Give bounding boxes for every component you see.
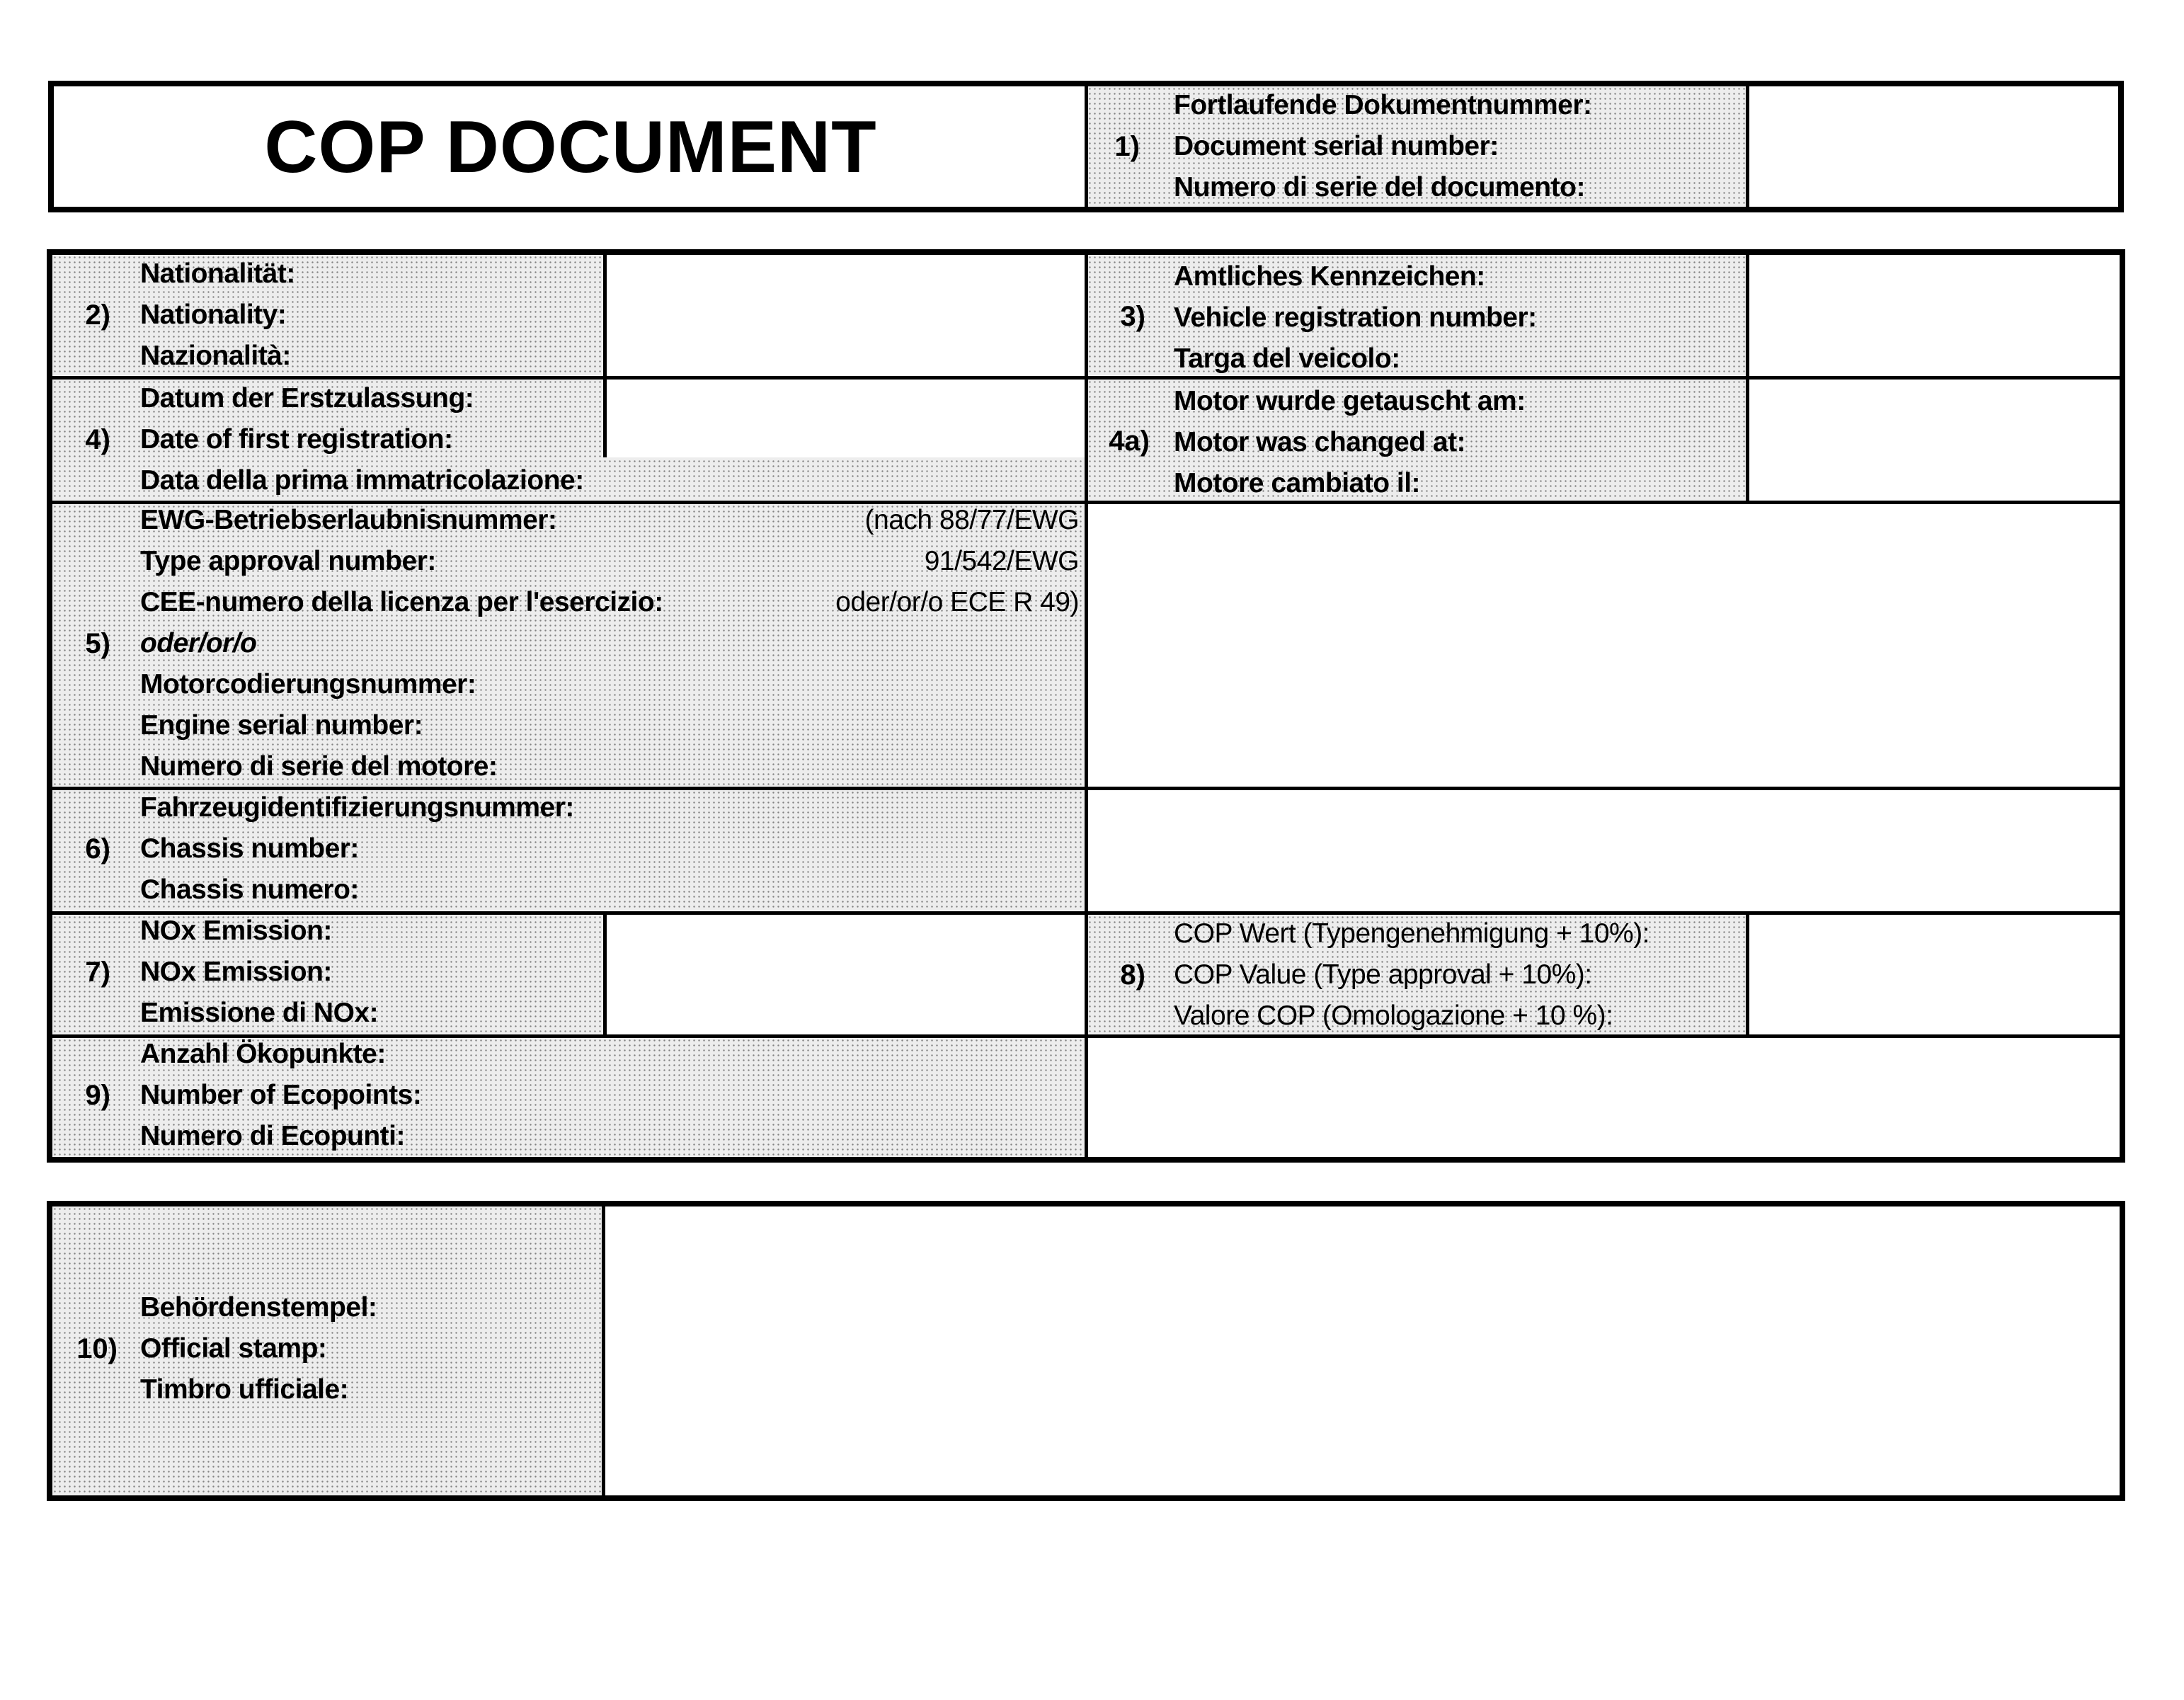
field-8-label-en: COP Value (Type approval + 10%):: [1174, 959, 1592, 990]
field-5-note-1: (nach 88/77/EWG: [864, 505, 1079, 535]
field-3-label-de: Amtliches Kennzeichen:: [1174, 261, 1485, 292]
field-6-labels: [140, 787, 574, 911]
field-9-label-it: Numero di Ecopunti:: [140, 1121, 405, 1151]
field-8-label-de: COP Wert (Typengenehmigung + 10%):: [1174, 918, 1650, 949]
field-7-value[interactable]: [607, 915, 1085, 1034]
field-7-label-de: NOx Emission:: [140, 915, 332, 946]
field-1-labels: [1174, 85, 1592, 208]
field-9-number: 9): [85, 1080, 110, 1111]
field-7-label-en: NOx Emission:: [140, 957, 332, 987]
field-2-label-area: [52, 255, 605, 375]
field-5-label-en: Type approval number:: [140, 546, 436, 576]
field-5-label-de: EWG-Betriebserlaubnisnummer:: [140, 505, 557, 535]
field-4a-label-de: Motor wurde getauscht am:: [1174, 386, 1526, 416]
field-7-number: 7): [85, 957, 110, 988]
field-6-label-de: Fahrzeugidentifizierungsnummer:: [140, 792, 574, 823]
column-divider: [1085, 252, 1088, 1160]
field-3-label-it: Targa del veicolo:: [1174, 343, 1400, 374]
field-9-label-en: Number of Ecopoints:: [140, 1080, 422, 1110]
field-2-labels: [140, 253, 295, 377]
field-10-label-en: Official stamp:: [140, 1333, 327, 1364]
column-divider: [603, 377, 607, 457]
field-8-number: 8): [1120, 959, 1145, 991]
field-3-value[interactable]: [1750, 255, 2120, 375]
official-stamp-area[interactable]: [606, 1206, 2120, 1495]
field-5-labels: [140, 500, 663, 787]
field-5-label-engine-en: Engine serial number:: [140, 710, 423, 741]
field-2-label-en: Nationality:: [140, 300, 287, 330]
column-divider: [603, 912, 607, 1037]
field-2-number: 2): [85, 300, 110, 331]
column-divider: [602, 1204, 605, 1498]
field-7-labels: [140, 911, 378, 1034]
field-4-label-de: Datum der Erstzulassung:: [140, 383, 474, 413]
field-7-label-it: Emissione di NOx:: [140, 998, 379, 1028]
field-4-number: 4): [85, 424, 110, 455]
field-3-label-en: Vehicle registration number:: [1174, 302, 1537, 333]
field-5-note-2: 91/542/EWG: [924, 546, 1079, 576]
field-4-label-en: Date of first registration:: [140, 424, 453, 455]
field-10-number: 10): [76, 1333, 118, 1364]
field-6-value[interactable]: [1089, 790, 2120, 911]
field-3-number: 3): [1120, 301, 1145, 332]
field-4-value[interactable]: [607, 380, 1085, 457]
field-4a-labels: [1174, 381, 1526, 504]
field-4a-label-it: Motore cambiato il:: [1174, 468, 1421, 498]
field-6-label-en: Chassis number:: [140, 833, 359, 864]
field-1-label-de: Fortlaufende Dokumentnummer:: [1174, 90, 1592, 120]
field-5-number: 5): [85, 628, 110, 659]
field-2-label-de: Nationalität:: [140, 258, 295, 289]
field-1-value[interactable]: [1749, 86, 2118, 207]
field-8-labels: [1174, 913, 1650, 1037]
field-1-number: 1): [1114, 131, 1140, 162]
field-8-value[interactable]: [1750, 915, 2120, 1034]
field-10-label-it: Timbro ufficiale:: [140, 1374, 349, 1405]
field-2-value[interactable]: [607, 255, 1085, 375]
field-9-label-de: Anzahl Ökopunkte:: [140, 1039, 386, 1069]
field-4a-number: 4a): [1109, 426, 1150, 457]
field-1-label-it: Numero di serie del documento:: [1174, 172, 1585, 202]
column-divider: [1746, 912, 1749, 1037]
field-9-value[interactable]: [1089, 1038, 2120, 1157]
field-1-label-en: Document serial number:: [1174, 131, 1499, 161]
field-5-label-engine-it: Numero di serie del motore:: [140, 751, 498, 782]
column-divider: [603, 252, 607, 378]
field-4-labels: [140, 378, 584, 501]
field-10-labels: [140, 1287, 377, 1410]
field-4a-value[interactable]: [1750, 380, 2120, 500]
document-title: COP DOCUMENT: [264, 106, 877, 188]
field-6-label-it: Chassis numero:: [140, 874, 359, 905]
field-5-notes: [779, 500, 1079, 623]
field-5-value[interactable]: [1089, 504, 2120, 786]
column-divider: [1746, 252, 1749, 503]
field-4a-label-en: Motor was changed at:: [1174, 427, 1466, 457]
field-6-number: 6): [85, 833, 110, 865]
field-8-label-it: Valore COP (Omologazione + 10 %):: [1174, 1000, 1613, 1031]
field-9-labels: [140, 1034, 421, 1157]
divider: [1085, 85, 1088, 210]
field-5-label-engine-de: Motorcodierungsnummer:: [140, 669, 476, 700]
field-3-labels: [1174, 256, 1537, 380]
field-4-label-it: Data della prima immatricolazione:: [140, 465, 584, 496]
field-5-note-3: oder/or/o ECE R 49): [835, 587, 1079, 617]
field-5-label-or: oder/or/o: [140, 628, 257, 658]
field-10-label-de: Behördenstempel:: [140, 1292, 377, 1323]
field-2-label-it: Nazionalità:: [140, 341, 291, 371]
field-5-label-it: CEE-numero della licenza per l'esercizio:: [140, 587, 663, 617]
